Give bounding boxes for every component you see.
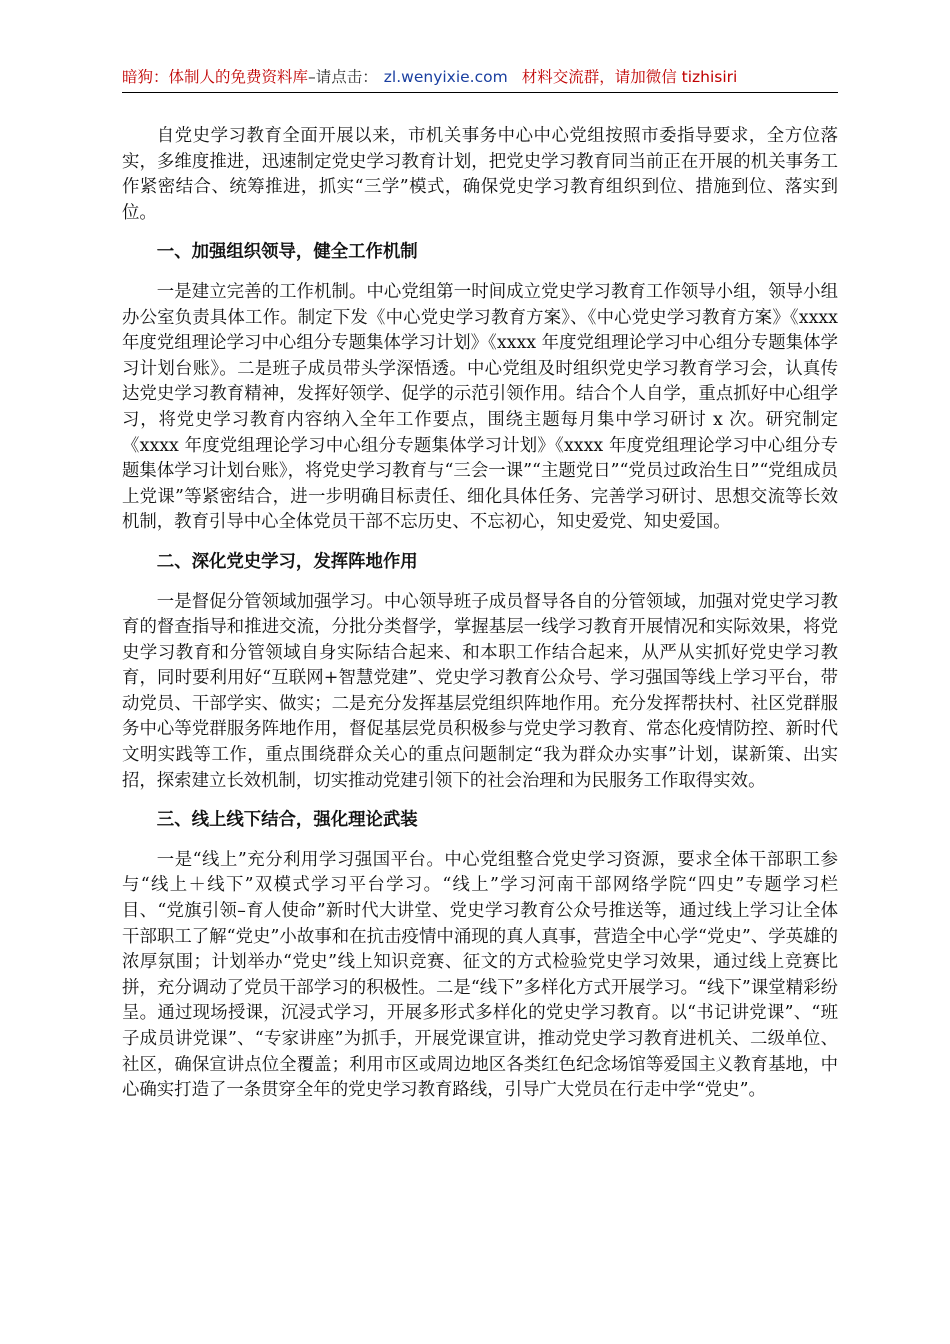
header-click-prompt: –请点击： xyxy=(308,68,378,86)
section-heading-3: 三、线上线下结合，强化理论武装 xyxy=(156,810,418,831)
header-url-link[interactable]: zl.wenyixie.com xyxy=(383,68,508,86)
section-heading-2: 二、深化党史学习，发挥阵地作用 xyxy=(156,551,418,572)
intro-paragraph: 自党史学习教育全面开展以来，市机关事务中心中心党组按照市委指导要求，全方位落实，多维度推进，迅速制定党史学习教育计划，把党史学习教育同当前正在开展的机关事务工作紧密结合、统筹推进，抓实“三学”模式，确保党史学习教育组织到位、措施到位、落实到位。 xyxy=(122,126,838,223)
document-body xyxy=(122,124,838,1104)
header-group-text: 材料交流群，请加微信 tizhisiri xyxy=(521,68,738,86)
section-body-3: 一是“线上”充分利用学习强国平台。中心党组整合党史学习资源，要求全体干部职工参与“线上＋线下”双模式学习平台学习。“线上”学习河南干部网络学院“四史”专题学习栏目、“党旗引领–育人使命”新时代大讲堂、党史学习教育公众号推送等，通过线上学习让全体干部职工了解“党史”小故事和在抗击疫情中涌现的真人真事，营造全中心学“党史”、学英雄的浓厚氛围；计划举办“党史”线上知识竞赛、征文的方式检验党史学习效果，通过线上竞赛比拼，充分调动了党员干部学习的积极性。二是“线下”多样化方式开展学习。“线下”课堂精彩纷呈。通过现场授课，沉浸式学习，开展多形式多样化的党史学习教育。以“书记讲党课”、“班子成员讲党课”、“专家讲座”为抓手，开展党课宣讲，推动党史学习教育进机关、二级单位、社区，确保宣讲点位全覆盖；利用市区或周边地区各类红色纪念场馆等爱国主义教育基地，中心确实打造了一条贯穿全年的党史学习教育路线，引导广大党员在行走中学“党史”。 xyxy=(122,849,838,1101)
header-site-name: 暗狗：体制人的免费资料库 xyxy=(122,68,309,86)
section-body-2: 一是督促分管领域加强学习。中心领导班子成员督导各自的分管领域，加强对党史学习教育的督查指导和推进交流，分批分类督学，掌握基层一线学习教育开展情况和实际效果，将党史学习教育和分管领域自身实际结合起来、和本职工作结合起来，从严从实抓好党史学习教育，同时要利用好“互联网+智慧党建”、党史学习教育公众号、学习强国等线上学习平台，带动党员、干部学实、做实；二是充分发挥基层党组织阵地作用。充分发挥帮扶村、社区党群服务中心等党群服务阵地作用，督促基层党员积极参与党史学习教育、常态化疫情防控、新时代文明实践等工作，重点围绕群众关心的重点问题制定“我为群众办实事”计划，谋新策、出实招，探索建立长效机制，切实推动党建引领下的社会治理和为民服务工作取得实效。 xyxy=(122,591,838,791)
section-heading-1: 一、加强组织领导，健全工作机制 xyxy=(156,242,418,263)
section-body-1: 一是建立完善的工作机制。中心党组第一时间成立党史学习教育工作领导小组，领导小组办公室负责具体工作。制定下发《中心党史学习教育方案》、《中心党史学习教育方案》《xxxx 年度党组理论学习中心组分专题集体学习计划》《xxxx 年度党组理论学习中心组分专题集体学习计划台账》。二是班子成员带头学深悟透。中心党组及时组织党史学习教育学习会，认真传达党史学习教育精神，发挥好领学、促学的示范引领作用。结合个人自学，重点抓好中心组学习，将党史学习教育内容纳入全年工作要点，围绕主题每月集中学习研讨 x 次。研究制定《xxxx 年度党组理论学习中心组分专题集体学习计划》《xxxx 年度党组理论学习中心组分专题集体学习计划台账》，将党史学习教育与“三会一课”“主题党日”“党员过政治生日”“党组成员上党课”等紧密结合，进一步明确目标责任、细化具体任务、完善学习研讨、思想交流等长效机制，教育引导中心全体党员干部不忘历史、不忘初心，知史爱党、知史爱国。 xyxy=(122,281,838,533)
page-header xyxy=(122,64,838,90)
header-divider xyxy=(122,92,838,93)
